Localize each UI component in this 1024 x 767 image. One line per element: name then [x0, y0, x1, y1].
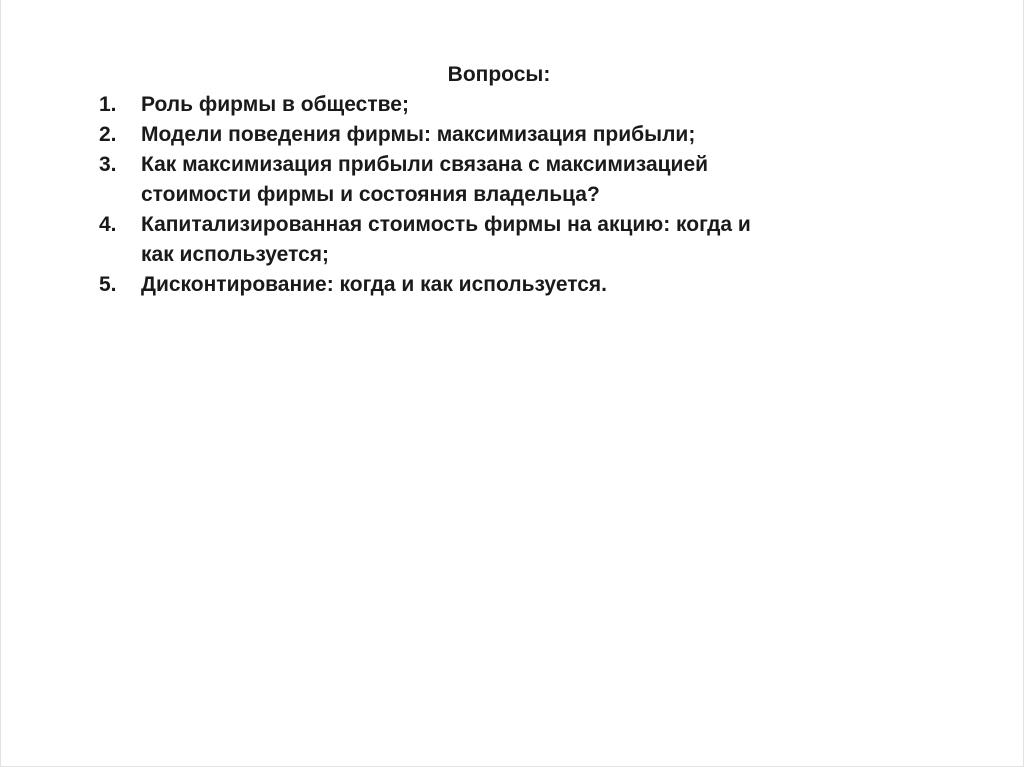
question-number: 5.: [99, 273, 117, 296]
question-number: 1.: [99, 93, 117, 116]
slide-title: Вопросы:: [447, 63, 551, 86]
question-item: [99, 150, 919, 210]
question-item: [99, 90, 919, 120]
question-line: Как максимизация прибыли связана с максимизацией: [141, 153, 709, 176]
question-text: [141, 150, 919, 210]
question-number: 3.: [99, 153, 117, 176]
question-line: Дисконтирование: когда и как используется.: [141, 273, 608, 296]
question-item: [99, 120, 919, 150]
question-item: [99, 210, 919, 270]
question-line: Роль фирмы в обществе;: [141, 93, 409, 116]
question-item: [99, 270, 919, 300]
question-text: [141, 210, 919, 270]
question-text: [141, 270, 919, 300]
question-number: 2.: [99, 123, 117, 146]
questions-list: [99, 90, 919, 300]
question-number: 4.: [99, 213, 117, 236]
question-line: как используется;: [141, 243, 330, 266]
question-line: Капитализированная стоимость фирмы на акцию: когда и: [141, 213, 751, 236]
question-line: Модели поведения фирмы: максимизация прибыли;: [141, 123, 696, 146]
question-line: стоимости фирмы и состояния владельца?: [141, 183, 600, 206]
question-text: [141, 90, 919, 120]
question-text: [141, 120, 919, 150]
